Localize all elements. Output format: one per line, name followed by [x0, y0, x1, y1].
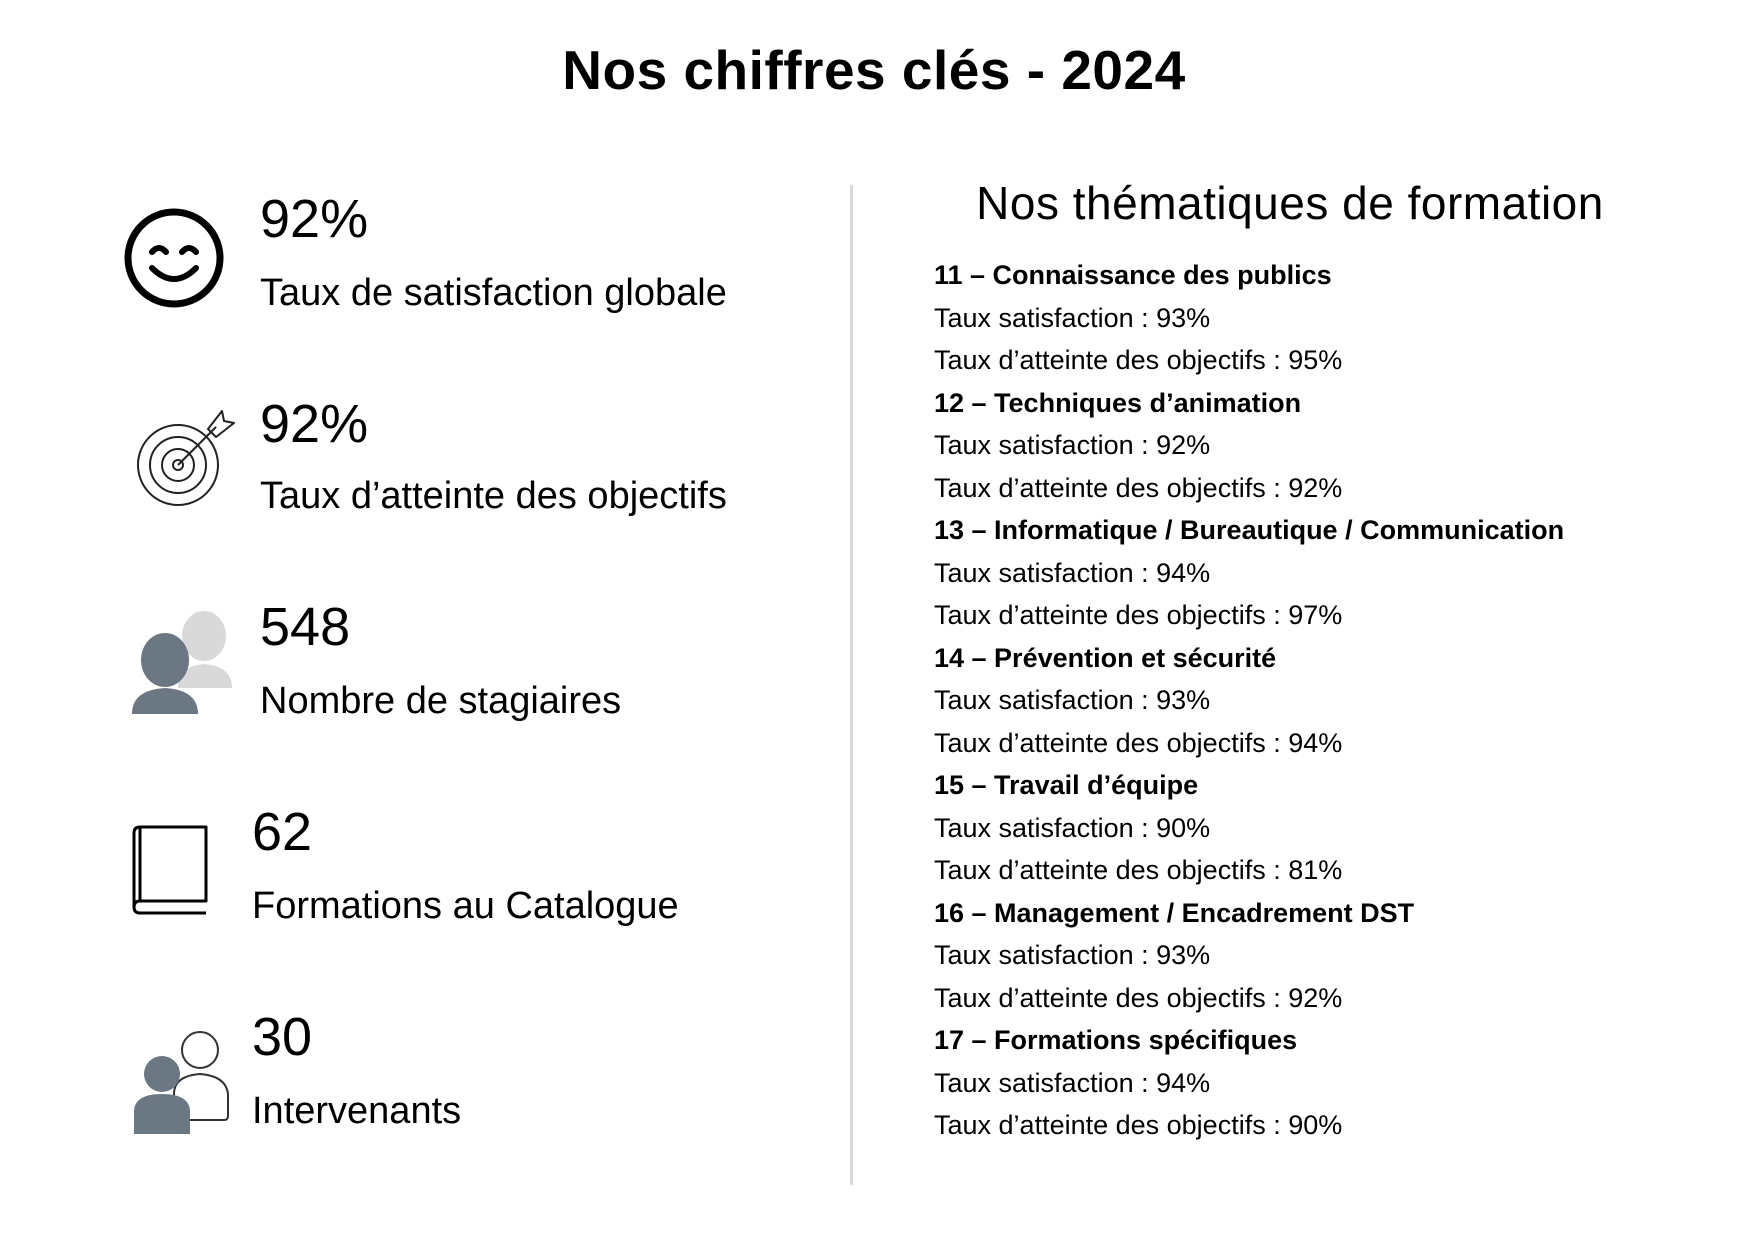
- stat-label: Taux de satisfaction globale: [260, 272, 727, 314]
- theme-item: [934, 637, 1714, 765]
- theme-objectives: Taux d’atteinte des objectifs : 81%: [934, 855, 1343, 885]
- stat-value: 62: [252, 802, 313, 862]
- stat-objectives: [0, 385, 840, 535]
- vertical-divider: [850, 185, 853, 1185]
- stat-satisfaction: [0, 180, 840, 330]
- theme-item: [934, 382, 1714, 510]
- theme-satisfaction: Taux satisfaction : 93%: [934, 685, 1211, 715]
- theme-title: 17 – Formations spécifiques: [934, 1025, 1298, 1055]
- theme-satisfaction: Taux satisfaction : 93%: [934, 940, 1211, 970]
- themes-list: [934, 254, 1714, 1147]
- stat-label: Taux d’atteinte des objectifs: [260, 475, 727, 517]
- smiley-face-icon: [122, 206, 226, 310]
- theme-objectives: Taux d’atteinte des objectifs : 97%: [934, 600, 1343, 630]
- theme-item: [934, 1019, 1714, 1147]
- stat-trainees: [0, 590, 840, 740]
- stat-value: 30: [252, 1007, 313, 1067]
- book-icon: [130, 823, 210, 919]
- theme-item: [934, 892, 1714, 1020]
- target-arrow-icon: [132, 405, 238, 511]
- theme-item: [934, 764, 1714, 892]
- theme-title: 12 – Techniques d’animation: [934, 387, 1302, 418]
- page-title: Nos chiffres clés - 2024: [562, 39, 1186, 101]
- stat-label: Nombre de stagiaires: [260, 680, 622, 722]
- theme-objectives: Taux d’atteinte des objectifs : 95%: [934, 345, 1343, 375]
- theme-objectives: Taux d’atteinte des objectifs : 92%: [934, 472, 1343, 503]
- theme-satisfaction: Taux satisfaction : 94%: [934, 1067, 1211, 1098]
- theme-title: 13 – Informatique / Bureautique / Communication: [934, 515, 1565, 545]
- themes-title: Nos thématiques de formation: [976, 177, 1604, 229]
- theme-satisfaction: Taux satisfaction : 93%: [934, 302, 1211, 333]
- stat-label: Intervenants: [252, 1090, 462, 1132]
- stat-catalogue: [0, 795, 840, 945]
- theme-item: [934, 254, 1714, 382]
- theme-objectives: Taux d’atteinte des objectifs : 94%: [934, 727, 1343, 758]
- theme-objectives: Taux d’atteinte des objectifs : 90%: [934, 1110, 1343, 1140]
- theme-satisfaction: Taux satisfaction : 92%: [934, 430, 1211, 460]
- theme-title: 16 – Management / Encadrement DST: [934, 897, 1415, 928]
- theme-objectives: Taux d’atteinte des objectifs : 92%: [934, 982, 1343, 1013]
- stat-value: 92%: [260, 394, 369, 454]
- theme-title: 15 – Travail d’équipe: [934, 770, 1199, 800]
- two-users-icon: [130, 610, 240, 716]
- theme-satisfaction: Taux satisfaction : 94%: [934, 557, 1211, 588]
- theme-satisfaction: Taux satisfaction : 90%: [934, 812, 1211, 843]
- theme-title: 14 – Prévention et sécurité: [934, 642, 1277, 673]
- stat-value: 92%: [260, 189, 369, 249]
- theme-item: [934, 509, 1714, 637]
- stat-speakers: [0, 1000, 840, 1150]
- theme-title: 11 – Connaissance des publics: [934, 260, 1332, 290]
- stat-label: Formations au Catalogue: [252, 885, 679, 927]
- speakers-icon: [130, 1028, 234, 1138]
- stat-value: 548: [260, 597, 351, 657]
